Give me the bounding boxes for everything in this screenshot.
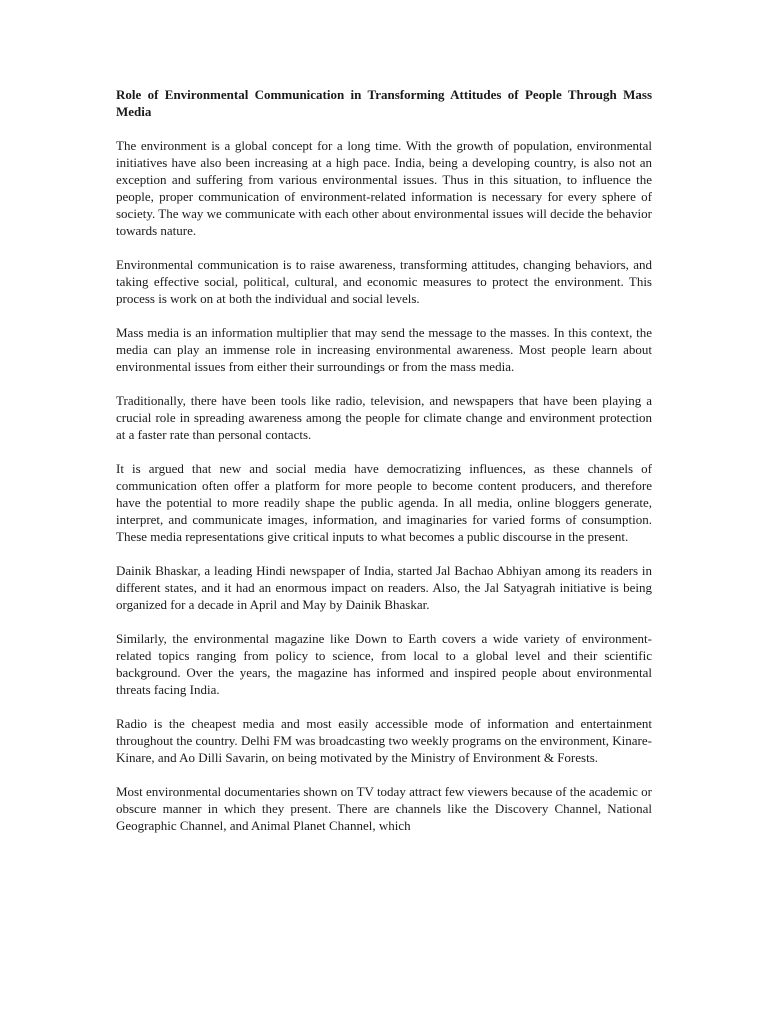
paragraph-8: Radio is the cheapest media and most easily accessible mode of information and entertainment throughout the country. Delhi FM was broadcasting two weekly programs on the environment, Kinare-Kinare, and Ao Dilli Savarin, on being motivated by the Ministry of Environment & Forests. xyxy=(116,716,652,765)
paragraph-1: The environment is a global concept for a long time. With the growth of population, environmental initiatives have also been increasing at a high pace. India, being a developing country, is also not an exception and suffering from various environmental issues. Thus in this situation, to influence the people, proper communication of environment-related information is necessary for every sphere of society. The way we communicate with each other about environmental issues will decide the behavior towards nature. xyxy=(116,138,652,238)
paragraph-4: Traditionally, there have been tools like radio, television, and newspapers that have been playing a crucial role in spreading awareness among the people for climate change and environment protection at a faster rate than personal contacts. xyxy=(116,393,652,442)
paragraph-3: Mass media is an information multiplier that may send the message to the masses. In this context, the media can play an immense role in increasing environmental awareness. Most people learn about environmental issues from either their surroundings or from the mass media. xyxy=(116,325,652,374)
paragraph-6: Dainik Bhaskar, a leading Hindi newspaper of India, started Jal Bachao Abhiyan among its readers in different states, and it had an enormous impact on readers. Also, the Jal Satyagrah initiative is being organized for a decade in April and May by Dainik Bhaskar. xyxy=(116,563,652,612)
paragraph-5: It is argued that new and social media have democratizing influences, as these channels of communication often offer a platform for more people to become content producers, and therefore have the potential to more readily shape the public agenda. In all media, online bloggers generate, interpret, and communicate images, information, and imaginaries for varied forms of consumption. These media representations give critical inputs to what becomes a public discourse in the present. xyxy=(116,461,652,544)
document-page xyxy=(116,86,652,851)
paragraph-9: Most environmental documentaries shown on TV today attract few viewers because of the academic or obscure manner in which they present. There are channels like the Discovery Channel, National Geographic Channel, and Animal Planet Channel, which xyxy=(116,784,652,833)
paragraph-2: Environmental communication is to raise awareness, transforming attitudes, changing behaviors, and taking effective social, political, cultural, and economic measures to protect the environment. This process is work on at both the individual and social levels. xyxy=(116,257,652,306)
paragraph-7: Similarly, the environmental magazine like Down to Earth covers a wide variety of environment-related topics ranging from policy to science, from local to a global level and their scientific background. Over the years, the magazine has informed and inspired people about environmental threats facing India. xyxy=(116,631,652,697)
document-title: Role of Environmental Communication in Transforming Attitudes of People Through Mass Media xyxy=(116,87,652,119)
